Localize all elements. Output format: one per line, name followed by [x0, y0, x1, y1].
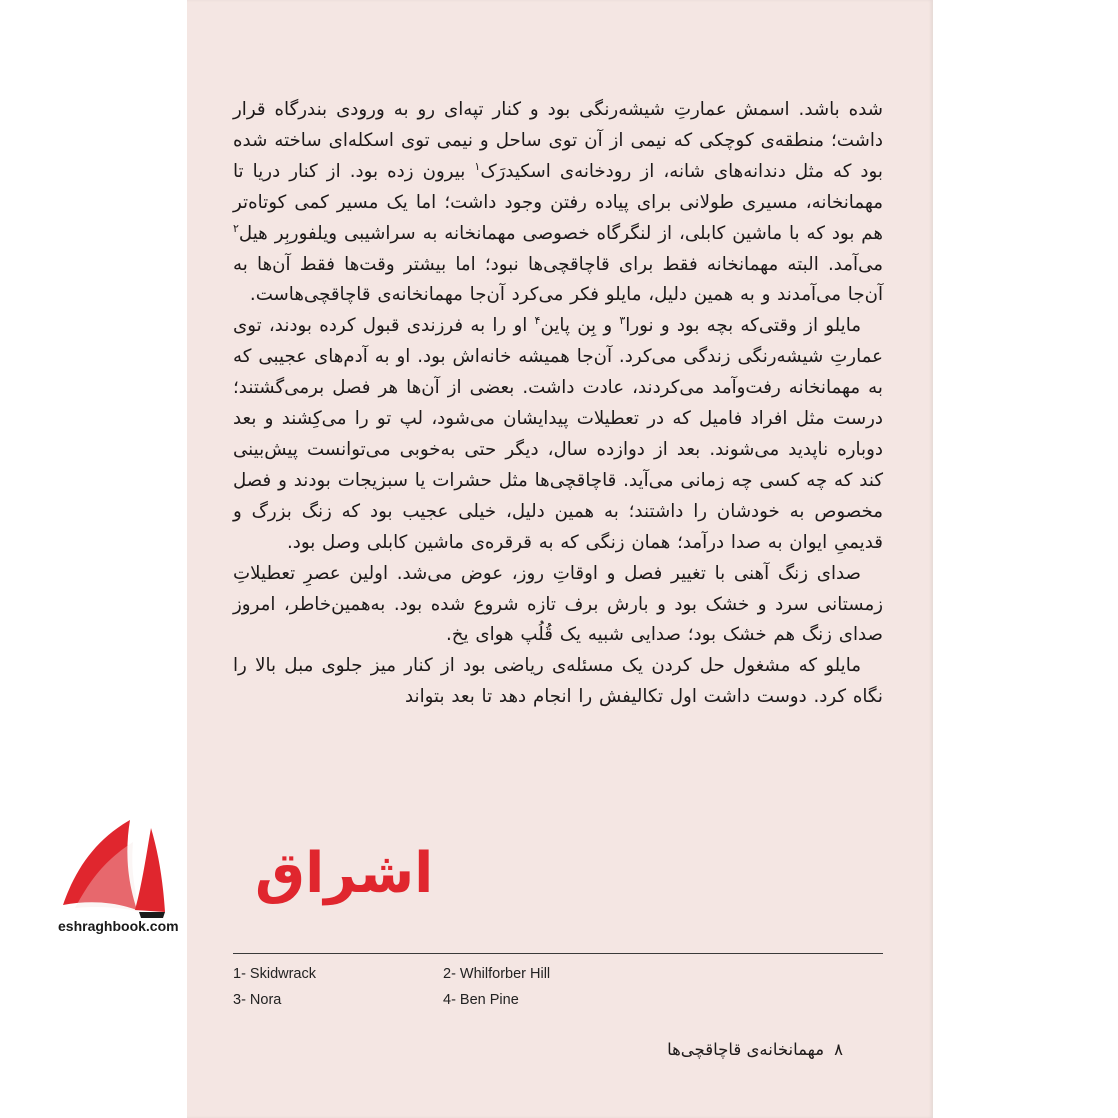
body-text	[233, 95, 883, 713]
page-footer	[667, 1040, 843, 1059]
footnote-divider	[233, 953, 883, 954]
footnotes	[233, 961, 833, 1013]
book-page	[187, 0, 933, 1118]
footnote-mark-3: ۳	[619, 314, 626, 328]
paragraph-2: مایلو از وقتی‌که بچه بود و نورا$^۳$ و بِن پاین$^۴$ او را به فرزندی قبول کرده بودند، توی عمارتِ شیشه‌رنگی زندگی می‌کرد. آن‌جا همیشه خانه‌اش بود. او به آدم‌های عجیبی که به مهمانخانه رفت‌وآمد می‌کردند، عادت داشت. بعضی از آن‌ها هر فصل برمی‌گشتند؛ درست مثل افراد فامیل که در تعطیلات پیدایشان می‌شود، لپ تو را می‌کِشند و بعد دوباره ناپدید می‌شوند. بعد از دوازده سال، دیگر حتی به‌خوبی می‌توانست پیش‌بینی کند که چه کسی چه زمانی می‌آید. قاچاقچی‌ها مثل حشرات یا سبزیجات بودند و فصل مخصوص به خودشان را داشتند؛ به همین دلیل، خیلی عجیب بود که زنگ بزرگ و قدیمیِ ایوان به صدا درآمد؛ همان زنگی که به قرقره‌ی ماشین کابلی وصل بود.	[233, 314, 883, 553]
footnote-3: 3- Nora	[233, 992, 282, 1008]
paragraph-1: شده باشد. اسمش عمارتِ شیشه‌رنگی بود و کنار تپه‌ای رو به ورودی بندرگاه قرار داشت؛ منطقه‌ی کوچکی که نیمی از آن توی ساحل و نیمی توی اسکله‌ای ساخته شده بود که مثل دندانه‌های شانه، از رودخانه‌ی اسکیدرَک$^۱$ بیرون زده بود. از کنار دریا تا مهمانخانه، مسیری طولانی برای پیاده رفتن وجود داشت؛ اما یک مسیر کمی کوتاه‌تر هم بود که با ماشین کابلی، از لنگرگاه خصوصی مهمانخانه به سراشیبی ویلفوربِر هیل$^۲$ می‌آمد. البته مهمانخانه فقط برای قاچاقچی‌ها نبود؛ اما بیشتر وقت‌ها فقط آن‌ها به آن‌جا می‌آمدند و به همین دلیل، مایلو فکر می‌کرد آن‌جا مهمانخانه‌ی قاچاقچی‌هاست.	[233, 99, 883, 306]
running-title: مهمانخانه‌ی قاچاقچی‌ها	[667, 1040, 825, 1059]
logo-url: eshraghbook.com	[58, 918, 179, 934]
logo-wordmark: اشراق	[255, 841, 434, 906]
open-book-icon	[63, 820, 165, 918]
footnote-mark-4: ۴	[534, 314, 541, 328]
paragraph-3: صدای زنگ آهنی با تغییر فصل و اوقاتِ روز، عوض می‌شد. اولین عصرِ تعطیلاتِ زمستانی سرد و خشک بود و بارش برف تازه شروع شده بود. به‌همین‌خاطر، امروز صدای زنگ هم خشک بود؛ صدایی شبیه یک قُلُپ هوای یخ.	[233, 562, 883, 646]
footnote-1: 1- Skidwrack	[233, 966, 316, 982]
footnote-mark-1: ۱	[474, 159, 481, 173]
paragraph-4: مایلو که مشغول حل کردن یک مسئله‌ی ریاضی بود از کنار میز جلوی مبل بالا را نگاه کرد. دوست داشت اول تکالیفش را انجام دهد تا بعد بتواند	[233, 655, 883, 708]
footnote-4: 4- Ben Pine	[443, 992, 519, 1008]
footnote-row	[233, 987, 833, 1013]
page-number: ۸	[834, 1040, 843, 1059]
footnote-row	[233, 961, 833, 987]
footnote-mark-2: ۲	[233, 221, 239, 235]
footnote-2: 2- Whilforber Hill	[443, 966, 551, 982]
